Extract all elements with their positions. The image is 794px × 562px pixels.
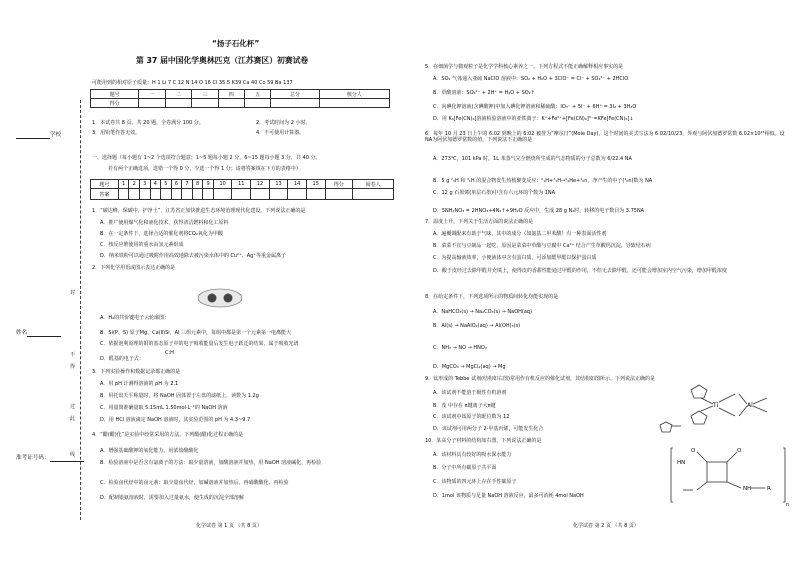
answer-input[interactable] [306,189,325,200]
q2-option-b: B．Si(P、S) 原子Mg、Ca(Ⅱ)Si，Al 三组元素中，每组中都是第一个元素第一电离能大 [100,330,292,336]
q10-option-c: C．该物质的四元环上存在手性碳原子 [433,479,517,485]
answer-input[interactable] [139,189,150,200]
answer-header [91,180,394,189]
answer-input[interactable] [288,189,307,200]
q1-option-b: B．在一定条件下，选择合适的催化剂将CO₂氧化为甲酸 [100,231,223,237]
polymer-structure-figure [667,440,791,510]
score-input[interactable] [192,99,218,108]
q3-option-b: B．用托盘天平称量时，将 NaOH 固体置于左盘的滤纸上，读数为 1.2g [100,393,259,399]
q8-stem: 8．在给定条件下，下列选项所示的物质间转化均能实现的是 [425,294,559,300]
answer-head-cell: 10 [213,180,232,189]
seal-char-4: 过 [70,404,76,410]
note-1: 1．本试卷共 8 页，共 20 题，全卷满分 100 分。 [92,120,204,126]
answer-input[interactable] [171,189,182,200]
tebbe-reagent-figure [683,380,783,430]
q3-stem: 3．下列实验操作和数据记录都正确的是 [92,369,181,375]
q2-option-c: C．依据泡利原理的钼的基态原子中的电子吸收能量后发生电子跃迁的结果，属于吸收光谱 [100,341,299,347]
q1-option-c: C．核反应堆使用的重水由氢元素组成 [100,242,184,248]
footer-right: 化学试卷 第 2 页 （共 8 页） [573,523,639,529]
note-2: 2．考试时间为 2 小时。 [256,120,311,126]
q4-option-b: B．检验溶液中是否含有氯离子的方法：取少量溶液，加酸溶液并加热，用 NaOH 溶液碱化，再检验 [100,460,322,466]
score-input[interactable] [319,99,389,108]
seal-line [80,100,81,520]
q7-option-d: D．酸于皮经过去除甲醛并充填上，使得皮的香甜性能通过甲醛的作用，不但无去除甲醛，还可能会增加室内空气污染，增加甲醛浓度 [433,268,727,274]
q9-option-d: D．该试剂可用两分子 2-甲基丙烯，可能发生化合 [433,426,544,432]
school-label: 学校 [16,132,61,139]
answer-table [90,179,394,200]
svg-text:n: n [786,502,790,508]
svg-text:Al: Al [747,402,753,409]
answer-head-cell: 11 [232,180,251,189]
q6-option-d: D．5NH₄NO₃ = 2HNO₃+4N₂↑+9H₂O 反应中，生成 28 g N₂时，转移的电子数目为 3.75NA [433,208,645,214]
seal-char-5: 此 [70,416,76,422]
h2-electron-cloud-figure [196,287,244,309]
cyclopentadiene-figure [655,420,685,436]
q5-option-d: D．用 K₃[Fe(CN)₆]溶液检验溶液中的亚铁离子：K⁺+Fe²⁺+[Fe(CN)₆]³⁻=KFe[Fe(CN)₆]↓ [433,116,634,122]
answer-head-cell: 7 [182,180,193,189]
score-input[interactable] [139,99,165,108]
score-input[interactable] [271,99,319,108]
q4-option-a: A．增强基础酸钾的氧化能力，用浓盐酸酸化 [100,448,199,454]
svg-text:Ti: Ti [713,402,719,409]
q4-option-d: D．配制银氨溶液时，需要加入过量氨水，使生成的沉淀全部溶解 [100,495,244,501]
q2-option-d: D．醛基的电子式： [100,356,144,362]
svg-text:O: O [737,448,742,454]
answer-head-cell: 3 [139,180,150,189]
score-label: 得分 [91,99,139,108]
cup-title: “扬子石化杯” [212,39,260,48]
answer-head-cell: 6 [171,180,182,189]
score-table-row [91,99,390,108]
seal-char-3: 得 [70,364,76,370]
q2-stem: 2．下列化学用语或图示表达正确的是 [92,265,176,271]
answer-head-cell: 题号 [91,180,119,189]
q7-option-b: B．菜菜不宜与豆制品一起吃，原因是菜菜中草酸与豆腐中 Ca²⁺ 结合产生草酸钙沉淀，导致结石病 [433,243,651,249]
answer-input[interactable] [213,189,232,200]
atomic-masses: 可能用到的相对原子质量：H 1 Li 7 C 12 N 14 O 16 Cl 35.5 K39 Ca 40 Co 59 Ba 137 [92,80,293,86]
score-cell: 四 [218,90,244,99]
score-cell: 题号 [91,90,139,99]
footer-left: 化学试卷 第 1 页 （共 8 页） [196,523,262,529]
answer-head-cell: 阅卷人 [353,180,394,189]
q6-stem: 6．每年 10 月 23 日上午的 6:02 到晚上的 6:02 被誉为“摩尔日”(Mole Day)，这个时间的美式写法为 6.02/10/23，外观与阿伏加德罗常数 6.02×10²³相似。设 NA为阿伏加德罗常数的值，下列说法不正确的是 [425,131,785,143]
q8-option-b: B．Al(s) → NaAlO₂(aq) → Al(OH)₃(s) [433,323,521,329]
q9-option-a: A．该试剂不能溶于极性有机溶剂 [433,390,507,396]
q5-stem: 5．在细菌学与微观粒子是化学学科核心素养之一。下列方程式不能正确解释相应事实的是 [425,64,624,70]
q5-option-a: A．SO₂ 气体通入亚硫 NaClO 溶液中：SO₂ + H₂O + 3ClO⁻ = Cl⁻ + SO₄²⁻ + 2HClO [433,76,629,82]
q10-option-a: A．该材料具有较好的吸水保水能力 [433,452,512,458]
answer-head-cell: 1 [118,180,129,189]
score-cell: 总分 [271,90,319,99]
score-input[interactable] [218,99,244,108]
svg-text:O: O [691,448,696,454]
q1-option-d: D．纳米铁粉可以通过吸附作用高效地除去被污染水体中的 Cu²⁺、Ag⁺等重金属离子 [100,253,286,259]
answer-head-cell: 5 [161,180,172,189]
svg-text:R: R [767,486,771,492]
answer-head-cell: 9 [203,180,214,189]
answer-input[interactable] [118,189,129,200]
q9-option-b: B．茂 中存在 π键离子大π键 [433,403,496,409]
ticket-label: 准考证号码： [16,455,84,462]
answer-head-cell: 8 [192,180,203,189]
seal-char-2: 不 [70,352,76,358]
note-4: 4．不可使用计算器。 [256,130,305,136]
answer-head-cell: 12 [251,180,270,189]
right-page [397,0,794,562]
answer-head-cell: 4 [150,180,161,189]
q5-option-b: B．草酸溶液：SO₃²⁻ + 2H⁺ = H₂O + SO₂↑ [433,90,535,96]
q8-option-c: C．NH₃ → NO → HNO₃ [433,345,487,351]
name-blank[interactable] [27,330,61,337]
q5-option-c: C．向碘化钾溶液(含碘酸钾)中加入碘化钾溶液和稀硫酸：IO₃⁻ + 5I⁻ + 6H⁺ = 3I₂ + 3H₂O [433,104,637,110]
answer-head-cell: 得分 [325,180,353,189]
score-cell: 三 [192,90,218,99]
answer-head-cell: 15 [306,180,325,189]
answer-head-cell: 13 [269,180,288,189]
q1-option-a: A．推广使用煤气化和液化技术，获得清洁燃料和化工原料 [100,220,229,226]
section1-heading: 一、选择题（每小题有 1~2 个选项符合题意；1~5 题每小题 2 分，6~15 题每小题 3 分，共 40 分。 [92,155,321,161]
score-table [90,89,390,108]
q7-stem: 7．温度上升，下列关于生活方面的说法正确的是 [425,219,534,225]
school-blank[interactable] [16,132,50,139]
ticket-blank[interactable] [50,455,84,462]
svg-text:NH: NH [743,486,752,492]
q1-stem: 1．“碳达峰，保碳中，护净土”，江苏省正加快推进生态环境治理现代化建设。下列说法正确的是 [92,208,306,214]
q4-stem: 4．“醋(醋)化”是实验中经常采用的方法。下列酯(醋)化过程正确的是 [92,432,244,438]
seal-char-1: 封 [70,290,76,296]
q6-option-b: B．5 g ²₁H 和 ³₁H 的混合物发生热核聚变反应：²₁H+³₁H→⁴₂He+¹₀n，净产生的中子(¹₀n)数为 NA [433,178,653,184]
svg-text:HN: HN [677,460,686,466]
q8-option-d: D．MgCO₃ → MgCl₂(aq) → Mg [433,364,506,370]
q7-option-a: A．遍覆调配来有助于气味，其中的成分（如氨基二甲苯酸）有一种表面活性剂 [433,231,607,237]
answer-input[interactable] [150,189,161,200]
answer-label: 答案 [91,189,119,200]
exam-title: 第 37 届中国化学奥林匹克（江苏赛区）初赛试卷 [136,56,309,65]
score-cell: 二 [165,90,191,99]
answer-head-cell: 2 [129,180,140,189]
score-table-header [91,90,390,99]
answer-input[interactable] [161,189,172,200]
answer-input[interactable] [232,189,251,200]
q3-option-a: A．用 pH 计测得溶液的 pH 为 2.1 [100,381,179,387]
q9-option-c: C．该试剂中钛原子的配位数为 12 [433,414,510,420]
q3-option-d: D．用 HCl 溶液滴定 NaOH 溶液时，其实验范围的 pH 为 4.3~9.7 [100,417,251,423]
q8-option-a: A．NaHCO₃(s) → Na₂CO₃(s) → NaOH(aq) [433,309,533,315]
answer-input[interactable] [192,189,203,200]
q7-option-c: C．为提高输液效率，小便液体中含有蛋白质，可添加醛甲醛以保护蛋白质 [433,255,597,261]
name-label: 姓名 [16,330,61,337]
answer-input[interactable] [269,189,288,200]
seal-char-6: 线 [70,452,76,458]
q2-option-a: A．H₂的共价键电子云轮廓图： [100,315,170,321]
score-cell: 一 [139,90,165,99]
answer-input[interactable] [129,189,140,200]
section1-heading2: 若有两个正确选项，选错一个得 0 分，少选一个得 1 分；请将答案填在下方的表格中） [108,166,301,172]
q9-stem: 9．钛形成的 Tebbe 试剂(结构如右图)常用作有机反应的催化试剂，其结构如图所示。下列说法正确的是 [425,376,655,382]
q6-option-a: A．273℃，101 kPa 时，1L 苯蒸气完全燃烧所生成的气态物质的分子总数为 6/22.4 NA [433,156,632,162]
score-cell: 五 [244,90,270,99]
q6-option-c: C．12 g 石墨烯(单层石墨)中含有六元环的个数为 1NA [433,190,556,196]
answer-input[interactable] [203,189,214,200]
score-input[interactable] [165,99,191,108]
q3-option-c: C．用量筒准确量取 5.15mL 1.50mol·L⁻¹的 NaOH 溶液 [100,405,228,411]
aldehyde-formula: C:H [165,350,174,356]
score-input[interactable] [244,99,270,108]
answer-head-cell: 14 [288,180,307,189]
answer-input[interactable] [353,189,394,200]
answer-input[interactable] [182,189,193,200]
q4-option-c: C．检验卤代烃中的卤元素：取少量卤代烃，加碱溶液并加热后，再硝酸酸化，再检验 [100,480,289,486]
answer-row [91,189,394,200]
score-cell: 核分人 [319,90,389,99]
q10-option-b: B．分子中所有碳原子共平面 [433,465,497,471]
note-3: 3．用铅笔作答无效。 [92,130,141,136]
answer-input[interactable] [251,189,270,200]
q10-option-d: D．1mol 该物质与足量 NaOH 溶液反应，最多可消耗 4mol NaOH [433,493,584,499]
answer-input[interactable] [325,189,353,200]
q10-stem: 10．某高分子材料的结构如右图，下列说法正确的是 [425,438,542,444]
